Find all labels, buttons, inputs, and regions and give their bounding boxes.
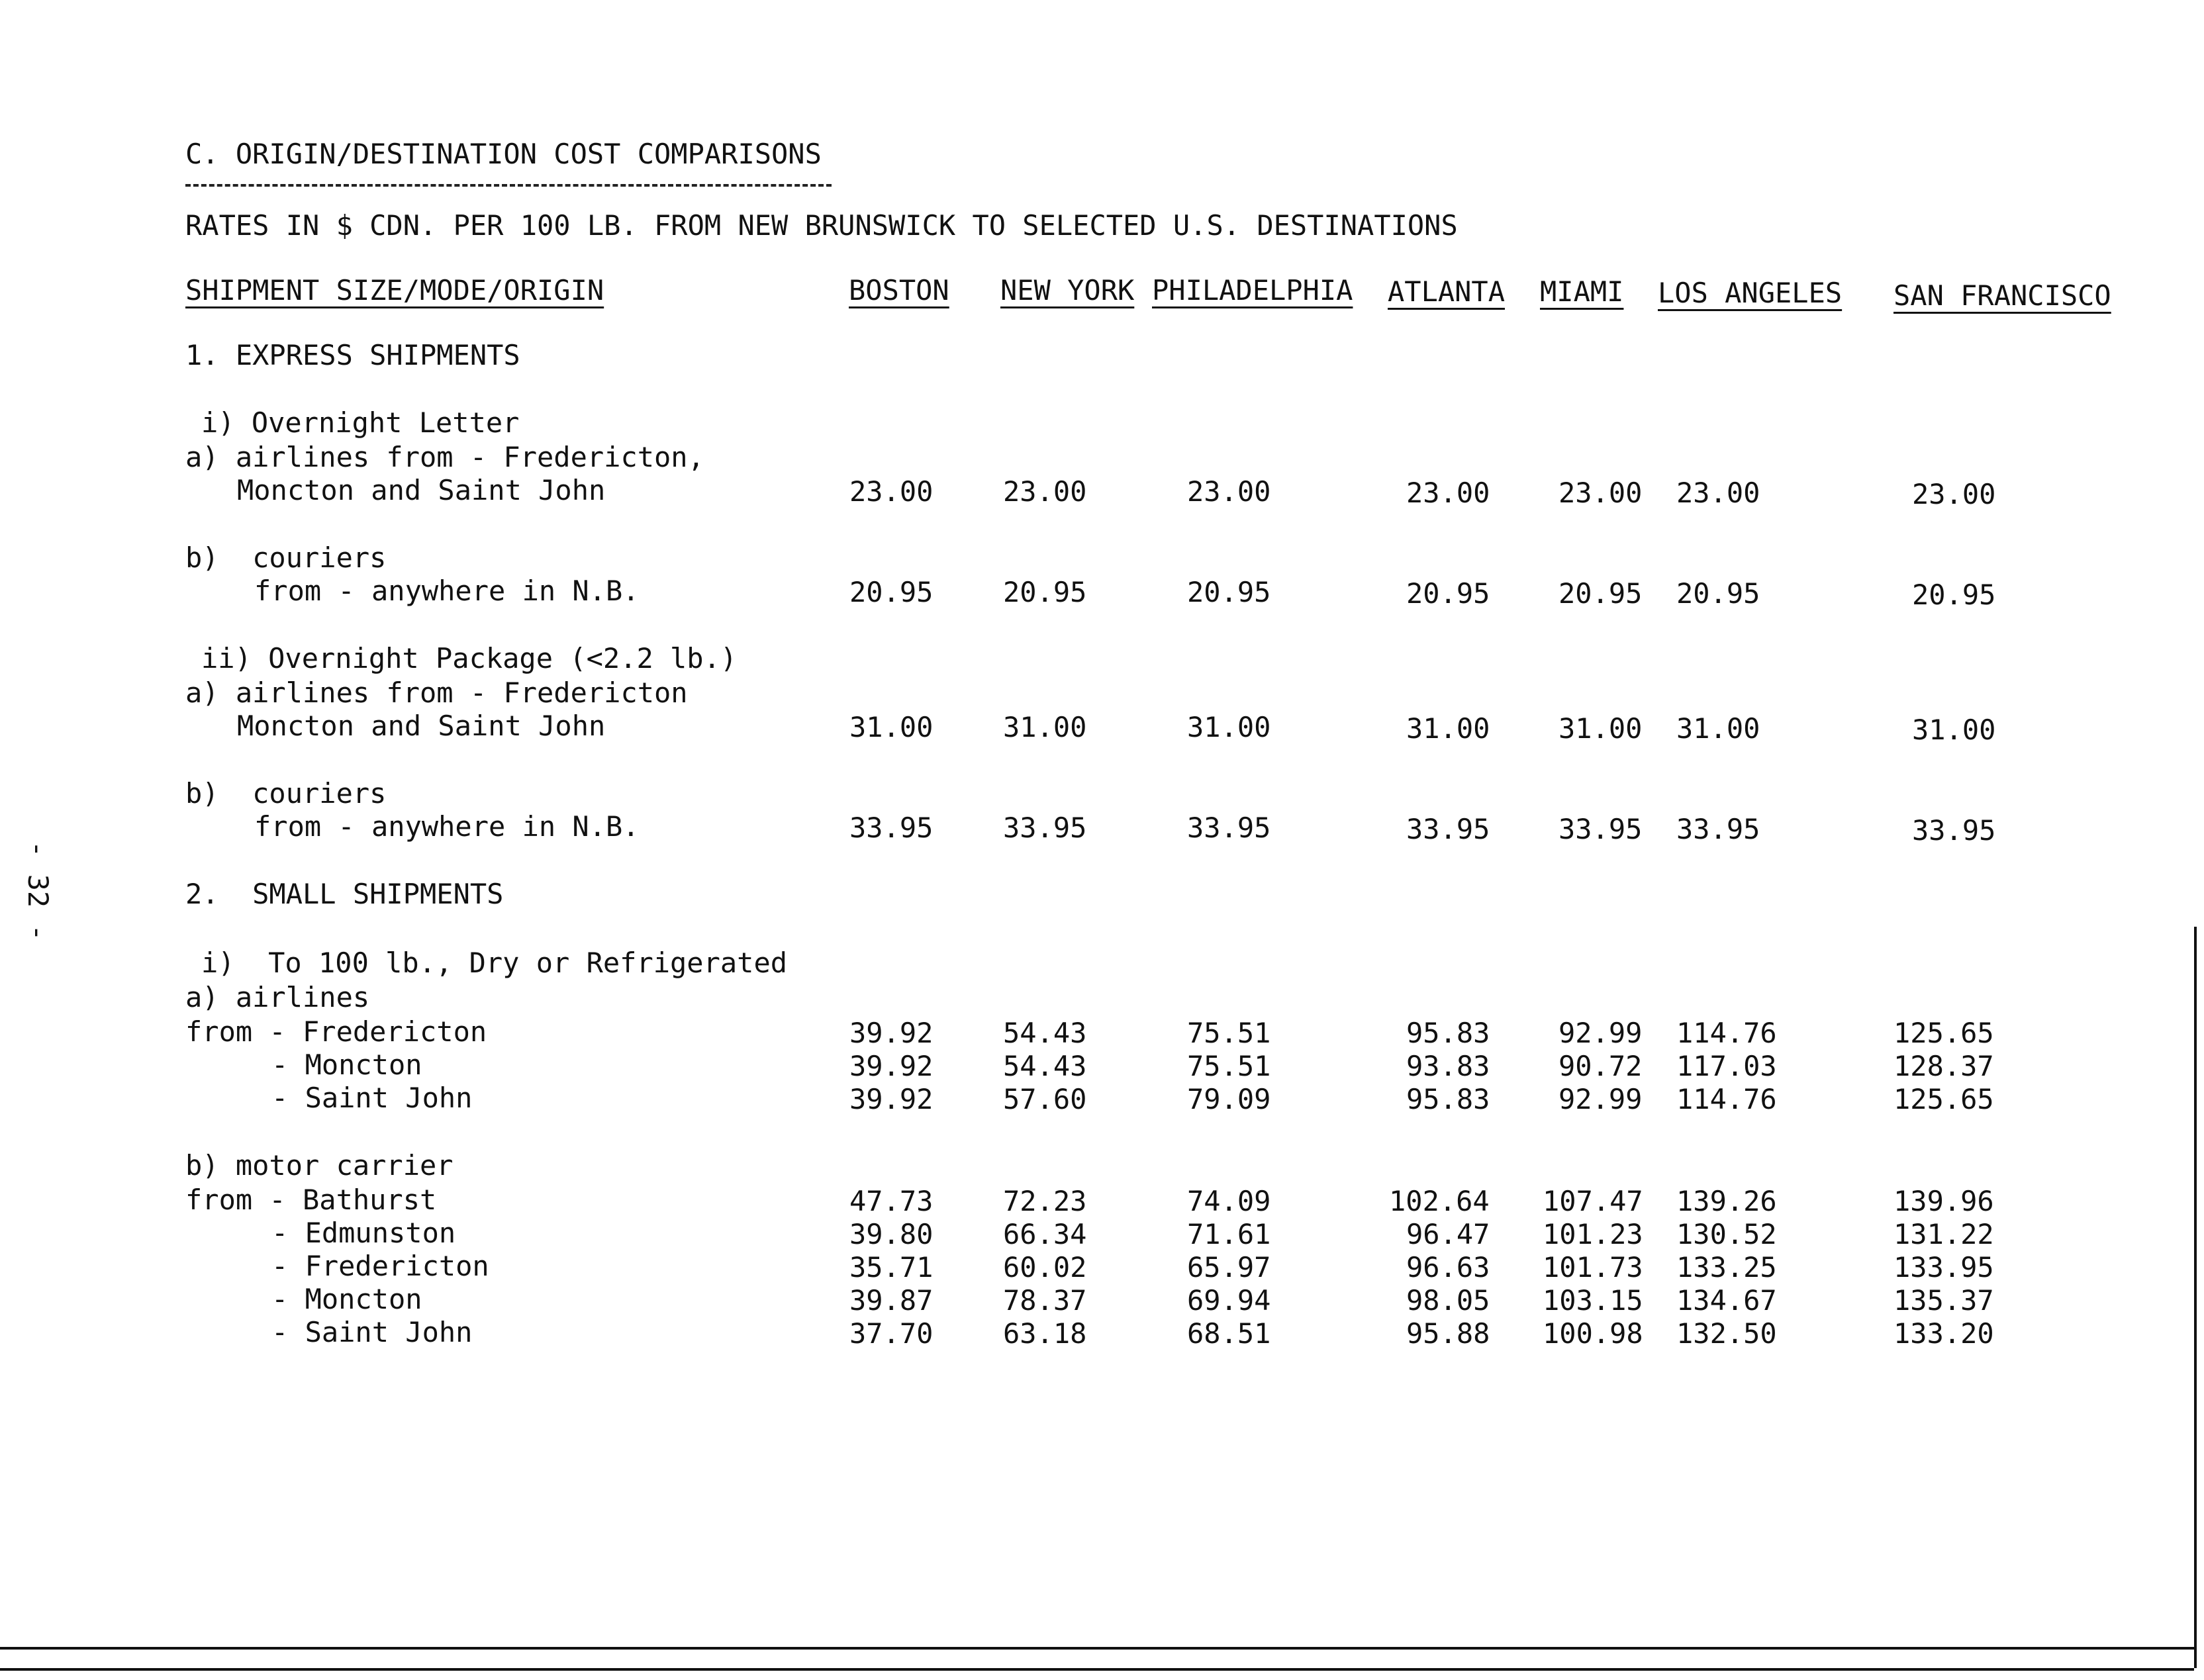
table-cell: 33.95 [1406, 813, 1490, 845]
row-label: from - anywhere in N.B. [254, 575, 640, 607]
table-cell: 31.00 [1187, 711, 1271, 743]
table-cell: 63.18 [1003, 1317, 1087, 1350]
row-label: Moncton and Saint John [237, 474, 606, 506]
title-dashed-rule [185, 184, 832, 187]
table-cell: 133.20 [1893, 1317, 1994, 1350]
table-cell: 23.00 [1003, 475, 1087, 508]
table-cell: 33.95 [849, 812, 934, 844]
table-cell: 60.02 [1003, 1251, 1087, 1283]
table-cell: 79.09 [1187, 1083, 1271, 1115]
page-number: - 32 - [22, 841, 54, 941]
table-cell: 31.00 [1676, 712, 1760, 745]
table-cell: 31.00 [849, 711, 934, 743]
table-cell: 74.09 [1187, 1185, 1271, 1217]
table-cell: 20.95 [1558, 577, 1643, 610]
table-cell: 39.92 [849, 1083, 934, 1115]
table-cell: 47.73 [849, 1185, 934, 1217]
table-cell: 23.00 [1676, 477, 1760, 509]
page-edge-rule [0, 1668, 2194, 1671]
page-edge-rule [0, 1647, 2194, 1650]
table-cell: 90.72 [1558, 1050, 1643, 1082]
table-cell: 75.51 [1187, 1017, 1271, 1049]
table-cell: 33.95 [1676, 813, 1760, 845]
table-cell: 98.05 [1406, 1284, 1490, 1317]
table-cell: 114.76 [1676, 1083, 1777, 1115]
subtitle: RATES IN $ CDN. PER 100 LB. FROM NEW BRUNSWICK TO SELECTED U.S. DESTINATIONS [185, 209, 1458, 242]
table-cell: 31.00 [1558, 712, 1643, 745]
row-label: - Moncton [271, 1283, 422, 1315]
table-cell: 103.15 [1543, 1284, 1643, 1317]
subsection-label: i) Overnight Letter [201, 406, 520, 439]
table-cell: 65.97 [1187, 1251, 1271, 1283]
table-cell: 72.23 [1003, 1185, 1087, 1217]
mode-label: a) airlines from - Fredericton, [185, 441, 704, 473]
table-cell: 125.65 [1893, 1017, 1994, 1049]
table-cell: 102.64 [1389, 1185, 1490, 1217]
table-cell: 37.70 [849, 1317, 934, 1350]
mode-label: b) motor carrier [185, 1149, 454, 1182]
table-cell: 33.95 [1003, 812, 1087, 844]
table-cell: 20.95 [1003, 576, 1087, 608]
table-cell: 33.95 [1558, 813, 1643, 845]
mode-label: b) couriers [185, 777, 387, 810]
mode-label: a) airlines [185, 981, 370, 1013]
page-edge-rule [2194, 927, 2197, 1668]
table-cell: 128.37 [1893, 1050, 1994, 1082]
table-cell: 57.60 [1003, 1083, 1087, 1115]
table-cell: 101.73 [1543, 1251, 1643, 1283]
column-header: BOSTON [849, 274, 949, 306]
column-header: LOS ANGELES [1658, 277, 1843, 309]
table-cell: 23.00 [849, 475, 934, 508]
row-label: - Fredericton [271, 1250, 489, 1282]
table-cell: 92.99 [1558, 1017, 1643, 1049]
table-cell: 78.37 [1003, 1284, 1087, 1317]
table-cell: 20.95 [1676, 577, 1760, 610]
row-label: - Moncton [271, 1049, 422, 1081]
table-cell: 131.22 [1893, 1218, 1994, 1250]
table-cell: 93.83 [1406, 1050, 1490, 1082]
table-cell: 133.25 [1676, 1251, 1777, 1283]
table-cell: 107.47 [1543, 1185, 1643, 1217]
column-header: ATLANTA [1388, 275, 1506, 308]
mode-label: b) couriers [185, 541, 387, 574]
column-header: NEW YORK [1000, 274, 1135, 306]
row-label: - Saint John [271, 1316, 473, 1348]
header-first-column: SHIPMENT SIZE/MODE/ORIGIN [185, 274, 604, 306]
table-cell: 54.43 [1003, 1017, 1087, 1049]
table-cell: 20.95 [1912, 579, 1996, 611]
table-cell: 133.95 [1893, 1251, 1994, 1283]
table-cell: 125.65 [1893, 1083, 1994, 1115]
row-label: from - anywhere in N.B. [254, 810, 640, 843]
table-cell: 71.61 [1187, 1218, 1271, 1250]
row-label: from - Fredericton [185, 1015, 487, 1048]
table-cell: 135.37 [1893, 1284, 1994, 1317]
section-label: 2. SMALL SHIPMENTS [185, 878, 504, 910]
table-cell: 92.99 [1558, 1083, 1643, 1115]
table-cell: 69.94 [1187, 1284, 1271, 1317]
table-cell: 66.34 [1003, 1218, 1087, 1250]
table-cell: 134.67 [1676, 1284, 1777, 1317]
table-cell: 132.50 [1676, 1317, 1777, 1350]
table-cell: 68.51 [1187, 1317, 1271, 1350]
table-cell: 33.95 [1187, 812, 1271, 844]
table-cell: 101.23 [1543, 1218, 1643, 1250]
column-header: MIAMI [1540, 275, 1624, 308]
table-cell: 31.00 [1003, 711, 1087, 743]
table-cell: 130.52 [1676, 1218, 1777, 1250]
table-cell: 35.71 [849, 1251, 934, 1283]
table-cell: 96.63 [1406, 1251, 1490, 1283]
table-cell: 23.00 [1912, 478, 1996, 510]
table-cell: 20.95 [1406, 577, 1490, 610]
table-cell: 20.95 [849, 576, 934, 608]
table-cell: 139.26 [1676, 1185, 1777, 1217]
table-cell: 39.92 [849, 1017, 934, 1049]
table-cell: 117.03 [1676, 1050, 1777, 1082]
table-cell: 95.88 [1406, 1317, 1490, 1350]
table-cell: 75.51 [1187, 1050, 1271, 1082]
row-label: Moncton and Saint John [237, 710, 606, 742]
table-cell: 139.96 [1893, 1185, 1994, 1217]
table-cell: 39.80 [849, 1218, 934, 1250]
section-title: C. ORIGIN/DESTINATION COST COMPARISONS [185, 138, 822, 170]
table-cell: 95.83 [1406, 1017, 1490, 1049]
table-cell: 31.00 [1406, 712, 1490, 745]
table-cell: 31.00 [1912, 714, 1996, 746]
subsection-label: ii) Overnight Package (<2.2 lb.) [201, 642, 738, 675]
table-cell: 23.00 [1406, 477, 1490, 509]
table-cell: 23.00 [1558, 477, 1643, 509]
mode-label: a) airlines from - Fredericton [185, 677, 688, 709]
section-label: 1. EXPRESS SHIPMENTS [185, 339, 520, 371]
row-label: - Saint John [271, 1082, 473, 1114]
table-cell: 23.00 [1187, 475, 1271, 508]
table-cell: 54.43 [1003, 1050, 1087, 1082]
column-header: SAN FRANCISCO [1893, 279, 2111, 312]
row-label: - Edmunston [271, 1217, 456, 1249]
table-cell: 100.98 [1543, 1317, 1643, 1350]
table-cell: 39.87 [849, 1284, 934, 1317]
table-cell: 39.92 [849, 1050, 934, 1082]
subsection-label: i) To 100 lb., Dry or Refrigerated [201, 947, 788, 979]
table-cell: 95.83 [1406, 1083, 1490, 1115]
table-cell: 33.95 [1912, 814, 1996, 847]
table-cell: 114.76 [1676, 1017, 1777, 1049]
table-cell: 20.95 [1187, 576, 1271, 608]
column-header: PHILADELPHIA [1152, 274, 1353, 306]
row-label: from - Bathurst [185, 1184, 437, 1216]
table-cell: 96.47 [1406, 1218, 1490, 1250]
